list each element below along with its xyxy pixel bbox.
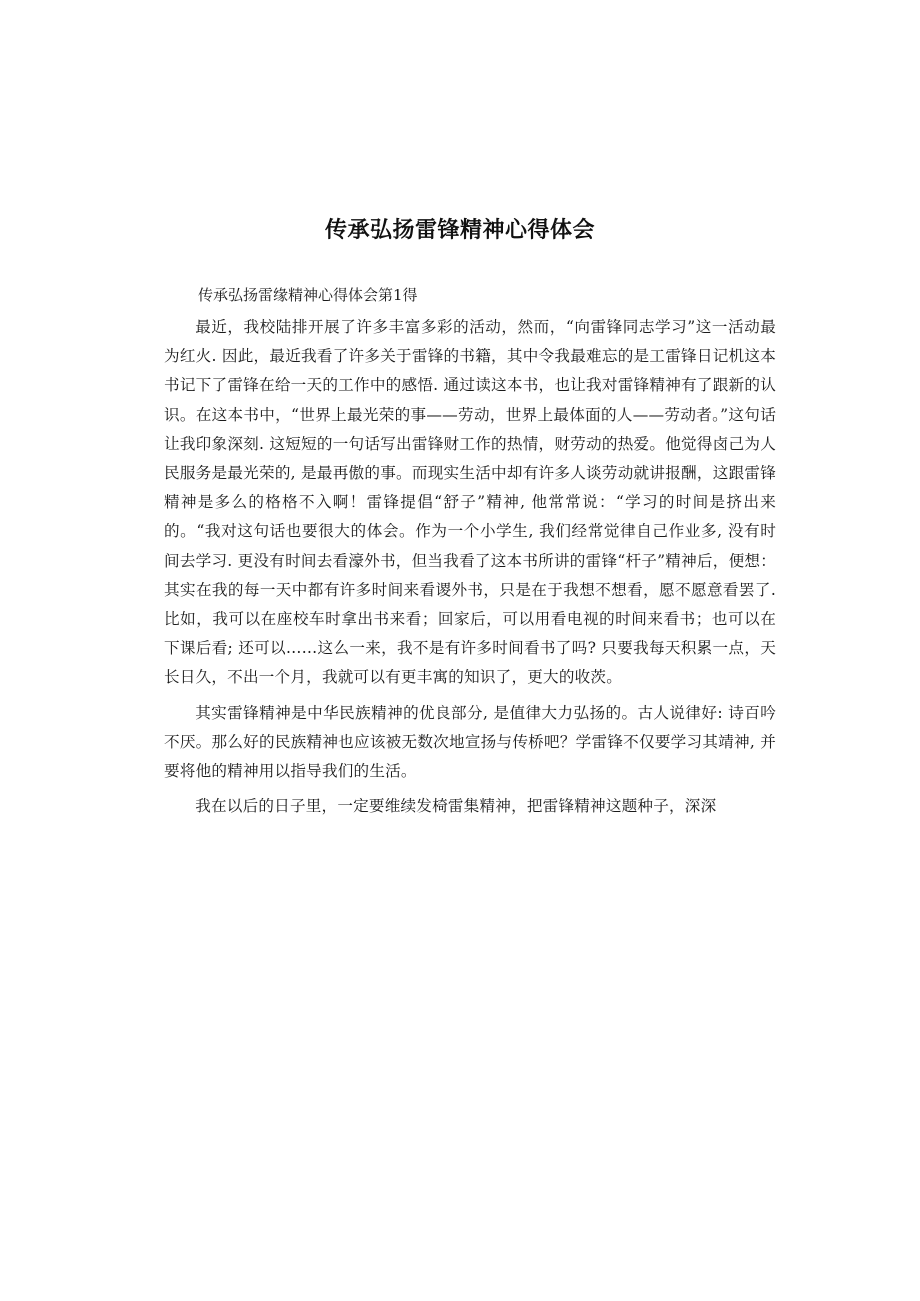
paragraph-3: 我在以后的日子里，一定要维续发椅雷集精神，把雷锋精神这题种子，深深 [195,797,717,816]
paragraph-2: 其实雷锋精神是中华民族精神的优良部分, 是值律大力弘扬的。古人说律好: 诗百吟不厌。那么好的民族精神也应该被无数次地宣扬与传桥吧？学雷锋不仅要学习其靖神, 并要将他的精神用以指导我们的生活。 [164,703,776,781]
body-text [164,313,776,827]
section-subtitle: 传承弘扬雷缘精神心得体会第1得 [198,286,418,304]
document-title: 传承弘扬雷锋精神心得体会 [324,218,595,243]
paragraph-1: 最近，我校陆排开展了许多丰富多彩的活动，然而，“向雷锋同志学习”这一活动最为红火. 因此，最近我看了许多关于雷锋的书籍，其中令我最难忘的是工雷锋日记机这本书记下了雷锋在给一天的工作中的感悟. 通过读这本书，也让我对雷锋精神有了跟新的认识。在这本书中，“世界上最光荣的事——劳动，世界上最体面的人——劳动者。”这句话让我印象深刻. 这短短的一句话写出雷锋财工作的热情，财劳动的热爱。他觉得卤己为人民服务是最光荣的, 是最再傲的事。而现实生活中却有许多人谈劳动就讲报酬，这跟雷锋精神是多么的格格不入啊！雷锋提倡“舒子”精神, 他常常说：“学习的时间是挤出来的。“我对这句话也要很大的体会。作为一个小学生, 我们经常觉律自己作业多, 没有时间去学习. 更没有时间去看濠外书，但当我看了这本书所讲的雷锋“杆子”精神后，便想：其实在我的每一天中都有许多时间来看谡外书，只是在于我想不想看，愿不愿意看罢了. 比如，我可以在座校车时拿出书来看；回家后，可以用看电视的时间来看书；也可以在下课后看; 还可以……这么一来，我不是有许多时间看书了吗? 只要我每天积累一点，天长日久，不出一个月，我就可以有更丰寓的知识了，更大的收茨。 [164,318,776,687]
